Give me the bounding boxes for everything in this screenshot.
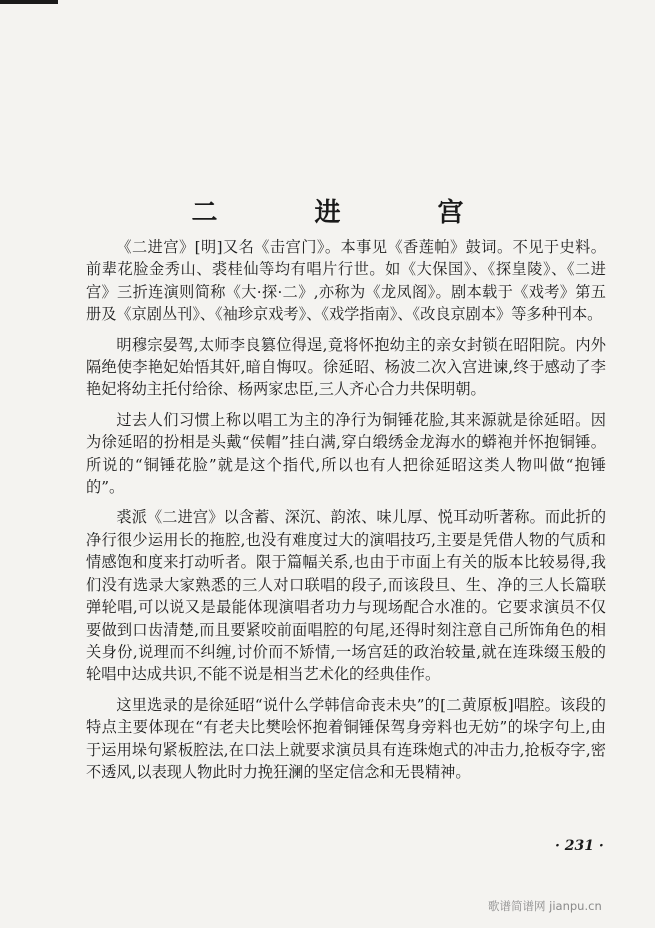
body-text (86, 236, 606, 791)
paragraph-4: 裘派《二进宫》以含蓄、深沉、韵浓、味儿厚、悦耳动听著称。而此折的净行很少运用长的拖腔,也没有难度过大的演唱技巧,主要是凭借人物的气质和情感饱和度来打动听者。限于篇幅关系,也由于市面上有关的版本比较易得,我们没有选录大家熟悉的三人对口联唱的段子,而该段旦、生、净的三人长篇联弹轮唱,可以说又是最能体现演唱者功力与现场配合水准的。它要求演员不仅要做到口齿清楚,而且要紧咬前面唱腔的句尾,还得时刻注意自己所饰角色的相关身份,说理而不纠缠,讨价而不矫情,一场宫廷的政治较量,就在连珠缀玉般的轮唱中达成共识,不能不说是相当艺术化的经典佳作。 (86, 508, 606, 684)
page-title: 二 进 宫 (191, 198, 508, 229)
page-number: · 231 · (555, 838, 604, 854)
watermark: 歌谱简谱网 jianpu.cn (488, 899, 602, 913)
paragraph-3: 过去人们习惯上称以唱工为主的净行为铜锤花脸,其来源就是徐延昭。因为徐延昭的扮相是头戴“侯帽”挂白满,穿白缎绣金龙海水的蟒袍并怀抱铜锤。所说的“铜锤花脸”就是这个指代,所以也有人把徐延昭这类人物叫做“抱锤的”。 (86, 410, 606, 497)
paragraph-1: 《二进宫》[明]又名《击宫门》。本事见《香莲帕》鼓词。不见于史料。前辈花脸金秀山、裘桂仙等均有唱片行世。如《大保国》、《探皇陵》、《二进宫》三折连演则简称《大·探·二》,亦称为《龙凤阁》。剧本载于《戏考》第五册及《京剧丛刊》、《袖珍京戏考》、《戏学指南》、《改良京剧本》等多种刊本。 (86, 238, 606, 324)
top-rule (0, 0, 58, 4)
paragraph-5: 这里选录的是徐延昭“说什么学韩信命丧未央”的[二黄原板]唱腔。该段的特点主要体现在“有老夫比樊哙怀抱着铜锤保驾身旁料也无妨”的垛字句上,由于运用垛句紧板腔法,在口法上就要求演员具有连珠炮式的冲击力,抢板夺字,密不透风,以表现人物此时力挽狂澜的坚定信念和无畏精神。 (86, 695, 606, 781)
paragraph-2: 明穆宗晏驾,太师李良篡位得逞,竟将怀抱幼主的亲女封锁在昭阳院。内外隔绝使李艳妃始悟其奸,暗自悔叹。徐延昭、杨波二次入宫进谏,终于感动了李艳妃将幼主托付给徐、杨两家忠臣,三人齐心合力共保明朝。 (86, 335, 606, 399)
